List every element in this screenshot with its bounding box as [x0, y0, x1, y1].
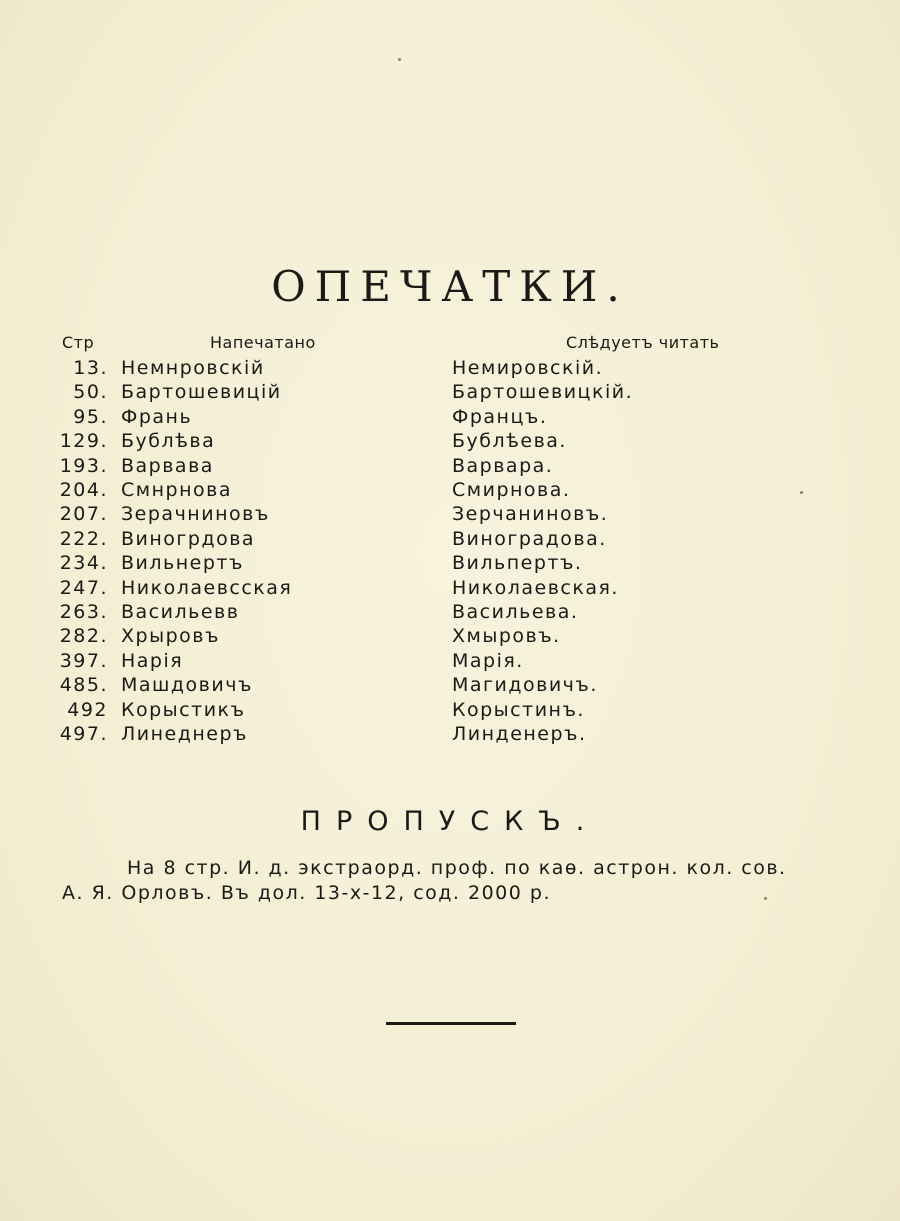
header-page: Стр [62, 333, 95, 352]
errata-page-number: 282. [59, 625, 108, 648]
errata-row [0, 674, 900, 698]
errata-page-number: 222. [59, 527, 108, 550]
errata-printed: Бартошевицій [121, 381, 282, 404]
errata-printed: Вильнертъ [121, 552, 244, 575]
errata-row [0, 503, 900, 527]
errata-printed: Смнрнова [121, 479, 232, 501]
header-correct: Слѣдуетъ читать [566, 333, 720, 352]
errata-row [0, 577, 900, 601]
errata-row [0, 406, 900, 430]
errata-page-number: 129. [59, 430, 108, 453]
errata-correct: Зерчаниновъ. [452, 503, 609, 526]
errata-row [0, 381, 900, 405]
paper-speck [764, 897, 767, 900]
errata-correct: Васильева. [452, 601, 579, 623]
errata-page-number: 492 [67, 698, 108, 721]
errata-printed: Виногрдова [121, 527, 256, 550]
errata-printed: Васильевв [121, 601, 240, 623]
errata-row [0, 455, 900, 479]
errata-page-number: 95. [73, 405, 108, 428]
errata-printed: Хрыровъ [121, 625, 220, 648]
errata-page-number: 193. [59, 454, 108, 477]
errata-printed: Варвава [121, 454, 214, 477]
errata-page-number: 497. [59, 723, 108, 745]
errata-row [0, 699, 900, 723]
errata-printed: Нарія [121, 649, 184, 672]
errata-row [0, 601, 900, 625]
errata-row [0, 723, 900, 747]
errata-row [0, 552, 900, 576]
errata-page-number: 13. [73, 357, 108, 379]
errata-correct: Смирнова. [452, 479, 571, 501]
errata-correct: Немировскій. [452, 357, 604, 379]
omission-title: ПРОПУСКЪ. [300, 806, 600, 837]
errata-correct: Хмыровъ. [452, 625, 561, 648]
errata-printed: Франь [121, 405, 193, 428]
errata-row [0, 357, 900, 381]
errata-page-number: 50. [73, 381, 108, 404]
errata-correct: Варвара. [452, 454, 554, 477]
errata-correct: Бублѣева. [452, 430, 567, 453]
errata-printed: Линеднеръ [121, 723, 248, 745]
errata-correct: Бартошевицкій. [452, 381, 634, 404]
errata-correct: Виноградова. [452, 527, 607, 550]
errata-title: ОПЕЧАТКИ. [271, 262, 629, 311]
end-rule [386, 1022, 516, 1025]
paper-speck [398, 58, 401, 61]
errata-page-number: 397. [59, 649, 108, 672]
errata-correct: Вильпертъ. [452, 552, 583, 575]
errata-page-number: 247. [59, 576, 108, 599]
paper-speck [800, 491, 803, 494]
errata-printed: Зерачниновъ [121, 503, 270, 526]
errata-correct: Марія. [452, 649, 524, 672]
errata-page-number: 485. [59, 674, 108, 697]
errata-row [0, 479, 900, 503]
errata-printed: Машдовичъ [121, 674, 253, 697]
errata-row [0, 430, 900, 454]
errata-correct: Францъ. [452, 405, 548, 428]
errata-correct: Корыстинъ. [452, 698, 585, 721]
errata-printed: Николаевсская [121, 576, 293, 599]
errata-correct: Николаевская. [452, 576, 619, 599]
errata-printed: Корыстикъ [121, 698, 246, 721]
errata-page-number: 204. [59, 479, 108, 501]
errata-correct: Линденеръ. [452, 723, 587, 745]
errata-printed: Немнровскій [121, 357, 265, 379]
errata-row [0, 625, 900, 649]
omission-line-2: А. Я. Орловъ. Въ дол. 13-х-12, сод. 2000 р. [62, 882, 551, 904]
errata-page-number: 234. [59, 552, 108, 575]
omission-line-1: На 8 стр. И. д. экстраорд. проф. по каѳ. астрон. кол. сов. [127, 857, 787, 879]
errata-row [0, 528, 900, 552]
errata-page-number: 207. [59, 503, 108, 526]
errata-row [0, 650, 900, 674]
errata-page-number: 263. [59, 601, 108, 623]
errata-correct: Магидовичъ. [452, 674, 598, 697]
header-printed: Напечатано [210, 333, 316, 352]
errata-printed: Бублѣва [121, 430, 216, 453]
